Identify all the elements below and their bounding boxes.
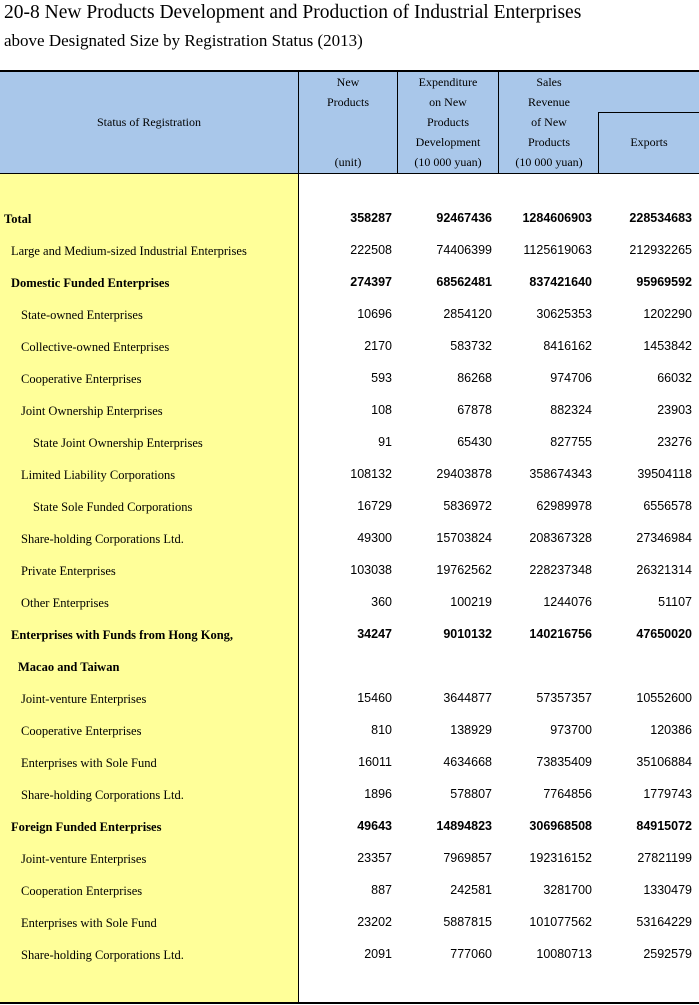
table-row (0, 749, 699, 781)
page-subtitle: above Designated Size by Registration Status (2013) (4, 31, 363, 50)
row-value: 5887815 (443, 915, 492, 929)
row-value: 7969857 (443, 851, 492, 865)
row-value: 67878 (457, 403, 492, 417)
row-value: 49643 (357, 819, 392, 833)
table-row (0, 333, 699, 365)
row-value: 103038 (350, 563, 392, 577)
row-value: 91 (378, 435, 392, 449)
row-value: 26321314 (636, 563, 692, 577)
header-sales-line4: Products (528, 135, 570, 149)
header-divider (598, 112, 699, 113)
row-value: 7764856 (543, 787, 592, 801)
row-value: 30625353 (536, 307, 592, 321)
row-value: 23903 (657, 403, 692, 417)
row-value: 222508 (350, 243, 392, 257)
table-row (0, 205, 699, 237)
row-value: 9010132 (443, 627, 492, 641)
row-value: 192316152 (529, 851, 592, 865)
row-value: 108132 (350, 467, 392, 481)
table-row (0, 941, 699, 973)
header-new-products-line2: Products (327, 95, 369, 109)
row-value: 101077562 (529, 915, 592, 929)
row-value: 140216756 (529, 627, 592, 641)
row-value: 10552600 (636, 691, 692, 705)
row-label: Large and Medium-sized Industrial Enterprises (11, 244, 247, 258)
header-new-products-line1: New (336, 75, 360, 89)
row-value: 973700 (550, 723, 592, 737)
row-value: 8416162 (543, 339, 592, 353)
row-value: 583732 (450, 339, 492, 353)
header-expenditure-line3: Products (427, 115, 469, 129)
row-value: 3281700 (543, 883, 592, 897)
row-value: 27346984 (636, 531, 692, 545)
row-value: 108 (371, 403, 392, 417)
row-label: Enterprises with Sole Fund (21, 916, 157, 930)
row-value: 228534683 (629, 211, 692, 225)
row-value: 2170 (364, 339, 392, 353)
row-value: 27821199 (637, 851, 692, 865)
row-label: State Joint Ownership Enterprises (33, 436, 203, 450)
row-label: State-owned Enterprises (21, 308, 143, 322)
header-divider (598, 112, 599, 173)
table-row (0, 397, 699, 429)
row-label: Enterprises with Funds from Hong Kong, (11, 628, 234, 642)
row-value: 358674343 (529, 467, 592, 481)
row-label: Foreign Funded Enterprises (11, 820, 162, 834)
row-value: 6556578 (643, 499, 692, 513)
table-row (0, 493, 699, 525)
row-value: 242581 (450, 883, 492, 897)
row-label: Joint-venture Enterprises (21, 852, 147, 866)
row-label: Joint Ownership Enterprises (21, 404, 163, 418)
row-value: 837421640 (529, 275, 592, 289)
row-value: 212932265 (629, 243, 692, 257)
row-value: 100219 (450, 595, 492, 609)
row-value: 138929 (450, 723, 492, 737)
row-value: 358287 (350, 211, 392, 225)
row-value: 1125619063 (523, 243, 592, 257)
header-new-products-unit: (unit) (334, 155, 362, 169)
row-value: 62989978 (536, 499, 592, 513)
row-value: 2854120 (443, 307, 492, 321)
row-label: Share-holding Corporations Ltd. (21, 788, 184, 802)
row-value: 10080713 (536, 947, 592, 961)
row-label: Share-holding Corporations Ltd. (21, 532, 184, 546)
row-value: 35106884 (636, 755, 692, 769)
row-value: 73835409 (536, 755, 592, 769)
row-value: 57357357 (536, 691, 592, 705)
row-label: Limited Liability Corporations (21, 468, 176, 482)
header-divider (498, 72, 499, 173)
row-value: 1779743 (643, 787, 692, 801)
table-row (0, 909, 699, 941)
row-value: 2592579 (643, 947, 692, 961)
row-value: 777060 (450, 947, 492, 961)
row-value: 74406399 (436, 243, 492, 257)
row-value: 882324 (550, 403, 592, 417)
row-value: 5836972 (443, 499, 492, 513)
row-value: 14894823 (436, 819, 492, 833)
header-new-products (299, 72, 397, 112)
row-value: 578807 (450, 787, 492, 801)
table-row (0, 429, 699, 461)
row-value: 974706 (550, 371, 592, 385)
row-label: Domestic Funded Enterprises (11, 276, 170, 290)
row-value: 3644877 (443, 691, 492, 705)
row-value: 23276 (657, 435, 692, 449)
table-row (0, 461, 699, 493)
row-value: 10696 (357, 307, 392, 321)
row-label: Joint-venture Enterprises (21, 692, 147, 706)
row-value: 16011 (358, 755, 392, 769)
row-label: Cooperative Enterprises (21, 372, 142, 386)
row-value: 1896 (364, 787, 392, 801)
table-header (0, 72, 699, 174)
header-status: Status of Registration (97, 115, 201, 129)
header-expenditure (398, 72, 498, 152)
row-label: Total (4, 212, 32, 226)
header-expenditure-line1: Expenditure (418, 75, 478, 89)
row-value: 23357 (357, 851, 392, 865)
row-value: 49300 (357, 531, 392, 545)
row-value: 1330479 (643, 883, 692, 897)
row-value: 16729 (357, 499, 392, 513)
row-label: Cooperative Enterprises (21, 724, 142, 738)
table-row (0, 781, 699, 813)
row-value: 1202290 (643, 307, 692, 321)
header-divider (397, 72, 398, 173)
header-sales-unit: (10 000 yuan) (515, 155, 583, 169)
row-value: 274397 (350, 275, 392, 289)
row-value: 19762562 (436, 563, 492, 577)
row-value: 95969592 (636, 275, 692, 289)
row-value: 51107 (658, 595, 692, 609)
table-row (0, 557, 699, 589)
row-value: 306968508 (529, 819, 592, 833)
row-label: Macao and Taiwan (18, 660, 120, 674)
row-value: 1244076 (543, 595, 592, 609)
row-value: 86268 (457, 371, 492, 385)
row-value: 120386 (650, 723, 692, 737)
header-sales-line1: Sales (536, 75, 562, 89)
table-row (0, 269, 699, 301)
bottom-rule (0, 1002, 699, 1004)
row-value: 34247 (357, 627, 392, 641)
table-row (0, 589, 699, 621)
row-value: 228237348 (529, 563, 592, 577)
page-title: 20-8 New Products Development and Production of Industrial Enterprises (4, 2, 582, 23)
row-value: 84915072 (636, 819, 692, 833)
row-label: Other Enterprises (21, 596, 109, 610)
row-value: 593 (371, 371, 392, 385)
table-row (0, 621, 699, 653)
row-label: State Sole Funded Corporations (33, 500, 193, 514)
row-value: 2091 (364, 947, 392, 961)
table-row (0, 525, 699, 557)
table-row (0, 845, 699, 877)
table-row (0, 717, 699, 749)
row-value: 4634668 (443, 755, 492, 769)
row-value: 1453842 (643, 339, 692, 353)
row-value: 39504118 (637, 467, 692, 481)
header-expenditure-line4: Development (415, 135, 481, 149)
row-value: 810 (371, 723, 392, 737)
header-exports: Exports (630, 135, 668, 149)
row-value: 15460 (357, 691, 392, 705)
table-row (0, 301, 699, 333)
row-label: Private Enterprises (21, 564, 116, 578)
row-value: 887 (371, 883, 392, 897)
header-sales-revenue (499, 72, 599, 152)
table-row (0, 237, 699, 269)
row-value: 15703824 (436, 531, 492, 545)
row-value: 827755 (550, 435, 592, 449)
row-value: 92467436 (436, 211, 492, 225)
row-label: Collective-owned Enterprises (21, 340, 170, 354)
row-value: 68562481 (436, 275, 492, 289)
row-value: 65430 (457, 435, 492, 449)
table-row (0, 653, 699, 685)
table-row (0, 877, 699, 909)
row-value: 66032 (657, 371, 692, 385)
row-value: 47650020 (636, 627, 692, 641)
row-value: 23202 (357, 915, 392, 929)
header-expenditure-unit: (10 000 yuan) (414, 155, 482, 169)
row-value: 1284606903 (522, 211, 592, 225)
table-row (0, 365, 699, 397)
table-row (0, 813, 699, 845)
header-sales-line3: of New (531, 115, 567, 129)
table-row (0, 685, 699, 717)
row-value: 53164229 (636, 915, 692, 929)
header-sales-line2: Revenue (528, 95, 570, 109)
row-label: Enterprises with Sole Fund (21, 756, 157, 770)
row-value: 360 (371, 595, 392, 609)
row-label: Cooperation Enterprises (21, 884, 143, 898)
header-expenditure-line2: on New (429, 95, 467, 109)
row-label: Share-holding Corporations Ltd. (21, 948, 184, 962)
row-value: 208367328 (529, 531, 592, 545)
row-value: 29403878 (436, 467, 492, 481)
